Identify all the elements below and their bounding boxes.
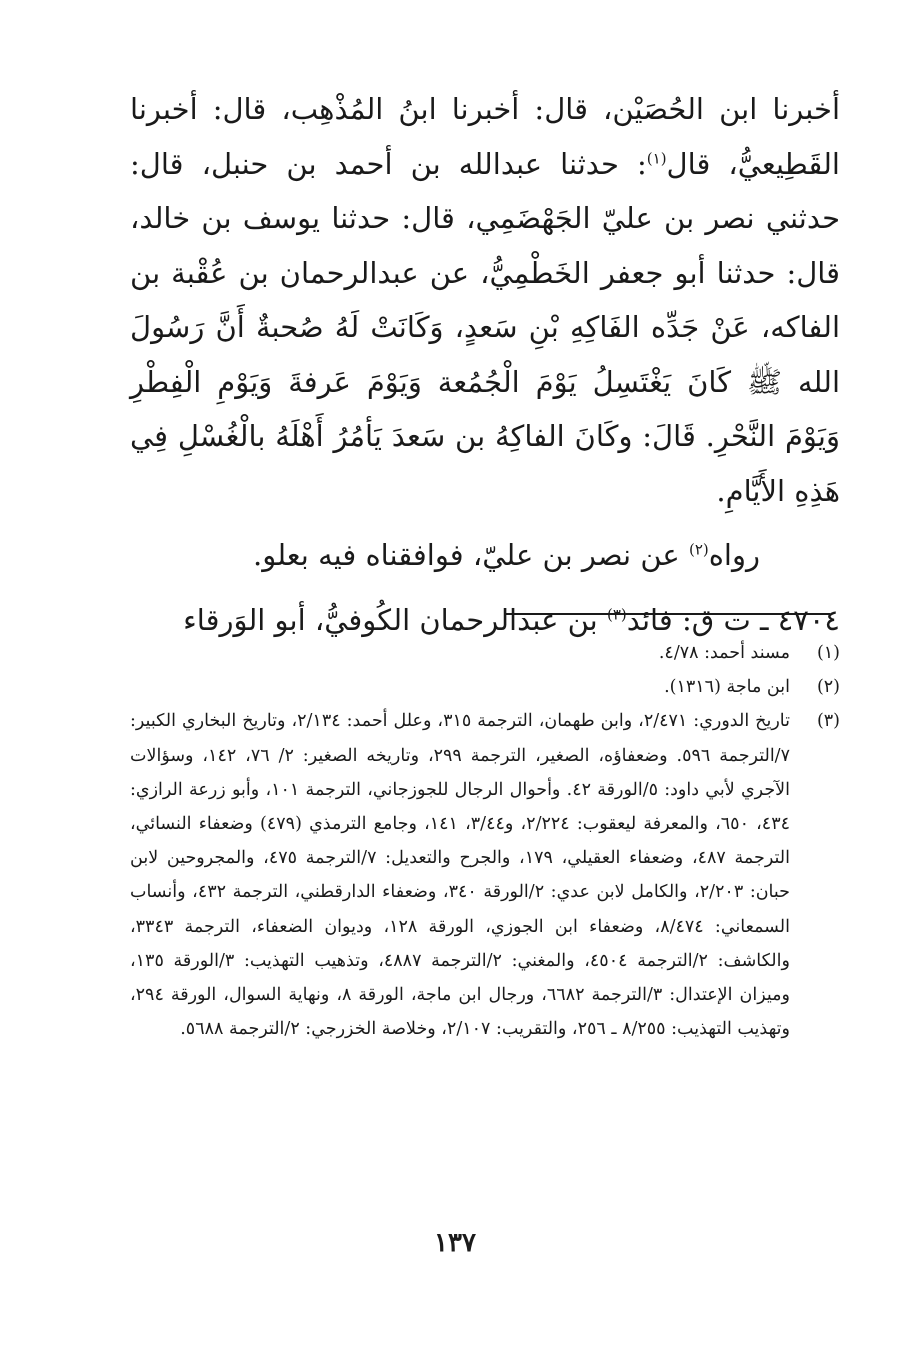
- footnote-separator: [506, 613, 830, 615]
- footnote-number: (٣): [816, 711, 840, 732]
- page-number: ١٣٧: [434, 1228, 476, 1258]
- footnote-reference-2[interactable]: (٢): [688, 540, 709, 559]
- footnote-number: (١): [816, 643, 840, 663]
- hadith-paragraph: [130, 82, 840, 518]
- main-text: [130, 82, 840, 647]
- hadith-text-part1: أخبرنا ابن الحُصَيْن، قال: أخبرنا ابنُ المُذْهِب، قال: أخبرنا القَطِيعيُّ، قال: [130, 92, 840, 181]
- footnote-3: [130, 704, 840, 1046]
- footnote-text: ابن ماجة (١٣١٦).: [664, 677, 790, 698]
- footnote-reference-3[interactable]: (٣): [606, 604, 627, 623]
- footnote-number: (٢): [816, 677, 840, 698]
- footnotes: [130, 636, 840, 1046]
- footnote-text: تاريخ الدوري: ٢/٤٧١، وابن طهمان، الترجمة ٣١٥، وعلل أحمد: ٢/١٣٤، وتاريخ البخاري الكبير: ٧/الترجمة ٥٩٦. وضعفاؤه، الصغير، الترجمة ٢٩٩، وتاريخه الصغير: ٢/ ٧٦، ١٤٢، وسؤالات الآجري لأبي داود: ٥/الورقة ٤٢. وأحوال الرجال للجوزجاني، الترجمة ١٠١، وأبو زرعة الرازي: ٤٣٤، ٦٥٠، والمعرفة ليعقوب: ٢/٢٢٤، و٣/٤٤، ١٤١، وجامع الترمذي (٤٧٩) وضعفاء النسائي، الترجمة ٤٨٧، وضعفاء العقيلي، ١٧٩، والجرح والتعديل: ٧/الترجمة ٤٧٥، والمجروحين لابن حبان: ٢/٢٠٣، والكامل لابن عدي: ٢/الورقة ٣٤٠، وضعفاء الدارقطني، الترجمة ٤٣٢، وأنساب السمعاني: ٨/٤٧٤، وضعفاء ابن الجوزي، الورقة ١٢٨، وديوان الضعفاء، الترجمة ٣٣٤٣، والكاشف: ٢/الترجمة ٤٥٠٤، والمغني: ٢/الترجمة ٤٨٨٧، وتذهيب التهذيب: ٣/الورقة ١٣٥، وميزان الإعتدال: ٣/الترجمة ٦٦٨٢، ورجال ابن ماجة، الورقة ٨، ونهاية السوال، الورقة ٢٩٤، وتهذيب التهذيب: ٨/٢٥٥ ـ ٢٥٦، والتقريب: ٢/١٠٧، وخلاصة الخزرجي: ٢/الترجمة ٥٦٨٨.: [130, 711, 790, 1040]
- narration-text-part2: عن نصر بن عليّ، فوافقناه فيه بعلو.: [253, 538, 689, 572]
- footnote-text: مسند أحمد: ٤/٧٨.: [658, 643, 790, 663]
- narration-paragraph: [130, 528, 840, 583]
- footnote-2: [130, 670, 840, 704]
- entry-text-part2: بن عبدالرحمان الكُوفيُّ، أبو الوَرقاء: [183, 602, 607, 637]
- footnote-reference-1[interactable]: (١): [646, 148, 667, 167]
- footnote-1: [130, 636, 840, 670]
- narration-text-part1: رواه: [708, 538, 760, 572]
- entry-text-part1: ٤٧٠٤ ـ ت ق: فائد: [626, 602, 840, 637]
- hadith-text-part2: : حدثنا عبدالله بن أحمد بن حنبل، قال: حدثني نصر بن عليّ الجَهْضَمِي، قال: حدثنا يوسف بن خالد، قال: حدثنا أبو جعفر الخَطْمِيُّ، عن عبدالرحمان بن عُقْبة بن الفاكه، عَنْ جَدِّه الفَاكِهِ بْنِ سَعدٍ، وَكَانَتْ لَهُ صُحبةٌ أَنَّ رَسُولَ الله ﷺ كَانَ يَغْتَسِلُ يَوْمَ الْجُمُعة وَيَوْمَ عَرفةَ وَيَوْمِ الْفِطْرِ وَيَوْمَ النَّحْرِ. قَالَ: وكَانَ الفاكِهُ بن سَعدَ يَأمُرُ أَهْلَهُ بالْغُسْلِ فِي هَذِهِ الأَيَّامِ.: [130, 146, 840, 508]
